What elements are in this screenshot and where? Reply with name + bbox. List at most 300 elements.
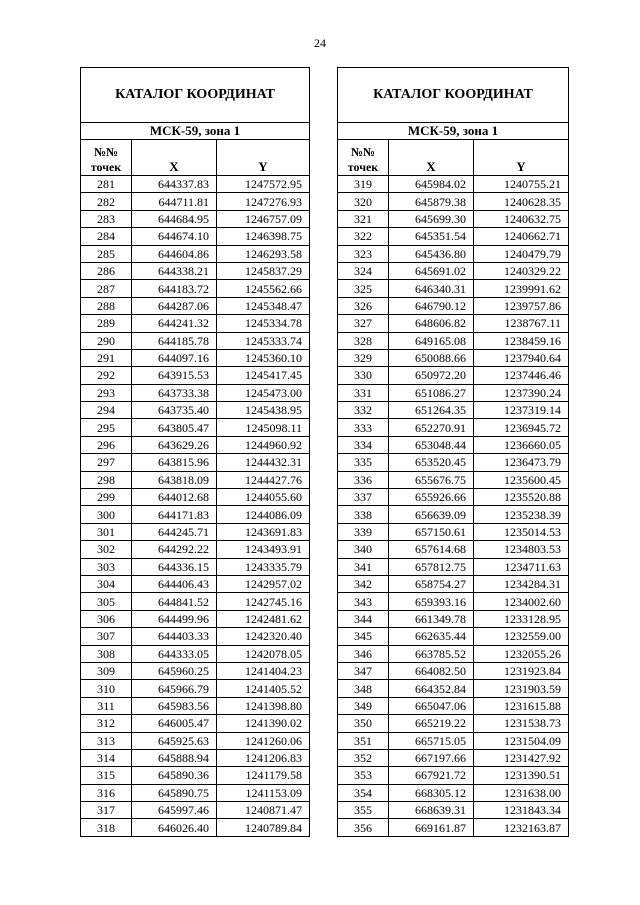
catalog-title: КАТАЛОГ КООРДИНАТ <box>81 68 310 123</box>
y-coordinate-cell: 1240479.79 <box>474 245 569 262</box>
x-coordinate-cell: 668305.12 <box>389 784 474 801</box>
point-number-cell: 344 <box>338 610 389 627</box>
point-number-cell: 299 <box>81 489 132 506</box>
point-number-cell: 348 <box>338 680 389 697</box>
x-coordinate-cell: 658754.27 <box>389 575 474 592</box>
point-number-cell: 332 <box>338 402 389 419</box>
table-row <box>338 262 569 279</box>
table-row <box>338 402 569 419</box>
y-coordinate-cell: 1245837.29 <box>217 262 310 279</box>
x-coordinate-cell: 644711.81 <box>132 193 217 210</box>
x-coordinate-cell: 643805.47 <box>132 419 217 436</box>
y-coordinate-cell: 1231390.51 <box>474 767 569 784</box>
coordinate-catalog-table-right <box>337 67 569 837</box>
y-coordinate-cell: 1241390.02 <box>217 715 310 732</box>
point-number-cell: 305 <box>81 593 132 610</box>
point-number-cell: 312 <box>81 715 132 732</box>
point-number-cell: 281 <box>81 176 132 193</box>
point-number-cell: 349 <box>338 697 389 714</box>
y-coordinate-cell: 1231903.59 <box>474 680 569 697</box>
table-row <box>338 680 569 697</box>
table-row <box>81 402 310 419</box>
x-coordinate-cell: 651264.35 <box>389 402 474 419</box>
x-column-header: X <box>132 140 217 176</box>
page-number: 24 <box>314 36 326 50</box>
y-coordinate-cell: 1241179.58 <box>217 767 310 784</box>
y-coordinate-cell: 1244055.60 <box>217 489 310 506</box>
x-coordinate-cell: 645997.46 <box>132 802 217 819</box>
coordinate-rows <box>338 176 569 837</box>
y-coordinate-cell: 1245360.10 <box>217 349 310 366</box>
point-number-cell: 297 <box>81 454 132 471</box>
point-number-cell: 352 <box>338 749 389 766</box>
x-coordinate-cell: 643815.96 <box>132 454 217 471</box>
point-number-header <box>338 140 389 176</box>
x-coordinate-cell: 645984.02 <box>389 176 474 193</box>
table-row <box>81 471 310 488</box>
x-coordinate-cell: 664082.50 <box>389 662 474 679</box>
x-coordinate-cell: 643733.38 <box>132 384 217 401</box>
point-number-cell: 336 <box>338 471 389 488</box>
x-coordinate-cell: 655676.75 <box>389 471 474 488</box>
y-coordinate-cell: 1240755.21 <box>474 176 569 193</box>
x-coordinate-cell: 645436.80 <box>389 245 474 262</box>
y-coordinate-cell: 1238767.11 <box>474 315 569 332</box>
point-number-cell: 322 <box>338 228 389 245</box>
y-coordinate-cell: 1232559.00 <box>474 628 569 645</box>
x-coordinate-cell: 653048.44 <box>389 436 474 453</box>
y-coordinate-cell: 1234002.60 <box>474 593 569 610</box>
table-row <box>81 732 310 749</box>
point-number-cell: 303 <box>81 558 132 575</box>
table-row <box>81 506 310 523</box>
point-number-cell: 283 <box>81 210 132 227</box>
table-row <box>81 819 310 836</box>
x-coordinate-cell: 643818.09 <box>132 471 217 488</box>
x-coordinate-cell: 651086.27 <box>389 384 474 401</box>
table-row <box>338 210 569 227</box>
y-coordinate-cell: 1240632.75 <box>474 210 569 227</box>
x-coordinate-cell: 655926.66 <box>389 489 474 506</box>
x-coordinate-cell: 644241.32 <box>132 315 217 332</box>
y-coordinate-cell: 1241206.83 <box>217 749 310 766</box>
y-coordinate-cell: 1234803.53 <box>474 541 569 558</box>
table-row <box>338 541 569 558</box>
y-coordinate-cell: 1235600.45 <box>474 471 569 488</box>
point-number-cell: 320 <box>338 193 389 210</box>
y-coordinate-cell: 1245334.78 <box>217 315 310 332</box>
point-number-cell: 317 <box>81 802 132 819</box>
point-number-header <box>81 140 132 176</box>
point-number-cell: 353 <box>338 767 389 784</box>
x-coordinate-cell: 644287.06 <box>132 297 217 314</box>
table-row <box>81 697 310 714</box>
point-number-cell: 282 <box>81 193 132 210</box>
table-row <box>338 176 569 193</box>
point-number-header-line1: №№ <box>93 145 119 159</box>
table-row <box>338 367 569 384</box>
y-column-header: Y <box>217 140 310 176</box>
x-coordinate-cell: 644674.10 <box>132 228 217 245</box>
table-row <box>81 645 310 662</box>
x-coordinate-cell: 643629.26 <box>132 436 217 453</box>
x-coordinate-cell: 644499.96 <box>132 610 217 627</box>
table-row <box>338 297 569 314</box>
point-number-cell: 325 <box>338 280 389 297</box>
coordinate-rows <box>81 176 310 837</box>
x-coordinate-cell: 644097.16 <box>132 349 217 366</box>
y-coordinate-cell: 1242957.02 <box>217 575 310 592</box>
point-number-cell: 314 <box>81 749 132 766</box>
catalog-title: КАТАЛОГ КООРДИНАТ <box>338 68 569 123</box>
table-row <box>81 245 310 262</box>
table-row <box>338 662 569 679</box>
table-row <box>338 489 569 506</box>
y-coordinate-cell: 1240329.22 <box>474 262 569 279</box>
x-column-header: X <box>389 140 474 176</box>
y-coordinate-cell: 1234711.63 <box>474 558 569 575</box>
point-number-cell: 354 <box>338 784 389 801</box>
table-row <box>81 610 310 627</box>
table-row <box>338 784 569 801</box>
x-coordinate-cell: 645879.38 <box>389 193 474 210</box>
point-number-cell: 294 <box>81 402 132 419</box>
y-coordinate-cell: 1233128.95 <box>474 610 569 627</box>
point-number-header-line2: точек <box>347 160 379 174</box>
y-coordinate-cell: 1240871.47 <box>217 802 310 819</box>
y-coordinate-cell: 1237390.24 <box>474 384 569 401</box>
table-row <box>338 245 569 262</box>
x-coordinate-cell: 667197.66 <box>389 749 474 766</box>
y-coordinate-cell: 1236945.72 <box>474 419 569 436</box>
x-coordinate-cell: 646005.47 <box>132 715 217 732</box>
point-number-cell: 292 <box>81 367 132 384</box>
y-coordinate-cell: 1234284.31 <box>474 575 569 592</box>
x-coordinate-cell: 645351.54 <box>389 228 474 245</box>
table-row <box>338 506 569 523</box>
point-number-header-line1: №№ <box>350 145 376 159</box>
x-coordinate-cell: 653520.45 <box>389 454 474 471</box>
point-number-cell: 330 <box>338 367 389 384</box>
table-row <box>338 802 569 819</box>
table-row <box>81 593 310 610</box>
x-coordinate-cell: 643735.40 <box>132 402 217 419</box>
point-number-cell: 351 <box>338 732 389 749</box>
coordinate-catalog-table-left <box>80 67 310 837</box>
y-coordinate-cell: 1240789.84 <box>217 819 310 836</box>
x-coordinate-cell: 646790.12 <box>389 297 474 314</box>
point-number-cell: 350 <box>338 715 389 732</box>
x-coordinate-cell: 663785.52 <box>389 645 474 662</box>
x-coordinate-cell: 644403.33 <box>132 628 217 645</box>
point-number-cell: 310 <box>81 680 132 697</box>
point-number-cell: 324 <box>338 262 389 279</box>
table-row <box>81 767 310 784</box>
table-row <box>81 802 310 819</box>
table-row <box>338 193 569 210</box>
y-coordinate-cell: 1237940.64 <box>474 349 569 366</box>
table-row <box>81 715 310 732</box>
y-coordinate-cell: 1247276.93 <box>217 193 310 210</box>
table-row <box>81 454 310 471</box>
point-number-cell: 326 <box>338 297 389 314</box>
point-number-cell: 345 <box>338 628 389 645</box>
x-coordinate-cell: 644245.71 <box>132 523 217 540</box>
table-row <box>81 349 310 366</box>
point-number-cell: 288 <box>81 297 132 314</box>
table-row <box>81 193 310 210</box>
table-row <box>81 315 310 332</box>
x-coordinate-cell: 645699.30 <box>389 210 474 227</box>
point-number-cell: 318 <box>81 819 132 836</box>
table-row <box>338 384 569 401</box>
point-number-cell: 341 <box>338 558 389 575</box>
table-row <box>81 332 310 349</box>
x-coordinate-cell: 645890.36 <box>132 767 217 784</box>
table-row <box>81 575 310 592</box>
y-coordinate-cell: 1235238.39 <box>474 506 569 523</box>
table-row <box>81 628 310 645</box>
table-row <box>81 436 310 453</box>
table-row <box>81 297 310 314</box>
table-row <box>81 280 310 297</box>
point-number-cell: 307 <box>81 628 132 645</box>
y-coordinate-cell: 1232055.26 <box>474 645 569 662</box>
x-coordinate-cell: 644604.86 <box>132 245 217 262</box>
y-coordinate-cell: 1245438.95 <box>217 402 310 419</box>
y-coordinate-cell: 1245473.00 <box>217 384 310 401</box>
point-number-cell: 285 <box>81 245 132 262</box>
x-coordinate-cell: 646026.40 <box>132 819 217 836</box>
table-row <box>81 749 310 766</box>
table-row <box>81 419 310 436</box>
point-number-cell: 343 <box>338 593 389 610</box>
y-coordinate-cell: 1231538.73 <box>474 715 569 732</box>
y-coordinate-cell: 1231923.84 <box>474 662 569 679</box>
point-number-cell: 331 <box>338 384 389 401</box>
table-row <box>338 228 569 245</box>
point-number-cell: 298 <box>81 471 132 488</box>
y-coordinate-cell: 1235520.88 <box>474 489 569 506</box>
point-number-cell: 327 <box>338 315 389 332</box>
table-row <box>81 228 310 245</box>
table-row <box>338 819 569 836</box>
y-coordinate-cell: 1242320.40 <box>217 628 310 645</box>
y-coordinate-cell: 1245333.74 <box>217 332 310 349</box>
point-number-cell: 346 <box>338 645 389 662</box>
x-coordinate-cell: 650088.66 <box>389 349 474 366</box>
table-row <box>338 610 569 627</box>
y-column-header: Y <box>474 140 569 176</box>
coordinate-system-label: МСК-59, зона 1 <box>338 123 569 140</box>
x-coordinate-cell: 645691.02 <box>389 262 474 279</box>
point-number-cell: 337 <box>338 489 389 506</box>
table-row <box>338 280 569 297</box>
x-coordinate-cell: 644185.78 <box>132 332 217 349</box>
y-coordinate-cell: 1237319.14 <box>474 402 569 419</box>
point-number-cell: 333 <box>338 419 389 436</box>
point-number-cell: 306 <box>81 610 132 627</box>
point-number-cell: 347 <box>338 662 389 679</box>
x-coordinate-cell: 665219.22 <box>389 715 474 732</box>
y-coordinate-cell: 1242745.16 <box>217 593 310 610</box>
point-number-cell: 309 <box>81 662 132 679</box>
table-row <box>81 662 310 679</box>
point-number-cell: 313 <box>81 732 132 749</box>
x-coordinate-cell: 645966.79 <box>132 680 217 697</box>
point-number-cell: 335 <box>338 454 389 471</box>
table-row <box>338 558 569 575</box>
point-number-cell: 284 <box>81 228 132 245</box>
y-coordinate-cell: 1241405.52 <box>217 680 310 697</box>
y-coordinate-cell: 1236473.79 <box>474 454 569 471</box>
y-coordinate-cell: 1241398.80 <box>217 697 310 714</box>
point-number-cell: 315 <box>81 767 132 784</box>
y-coordinate-cell: 1242078.05 <box>217 645 310 662</box>
y-coordinate-cell: 1232163.87 <box>474 819 569 836</box>
table-row <box>81 384 310 401</box>
x-coordinate-cell: 644684.95 <box>132 210 217 227</box>
point-number-cell: 300 <box>81 506 132 523</box>
table-row <box>338 575 569 592</box>
point-number-cell: 293 <box>81 384 132 401</box>
point-number-cell: 316 <box>81 784 132 801</box>
table-row <box>338 732 569 749</box>
point-number-cell: 304 <box>81 575 132 592</box>
y-coordinate-cell: 1231843.34 <box>474 802 569 819</box>
y-coordinate-cell: 1231615.88 <box>474 697 569 714</box>
y-coordinate-cell: 1245562.66 <box>217 280 310 297</box>
y-coordinate-cell: 1241404.23 <box>217 662 310 679</box>
table-row <box>338 749 569 766</box>
table-row <box>81 523 310 540</box>
point-number-cell: 287 <box>81 280 132 297</box>
coordinate-system-label: МСК-59, зона 1 <box>81 123 310 140</box>
x-coordinate-cell: 652270.91 <box>389 419 474 436</box>
point-number-cell: 355 <box>338 802 389 819</box>
x-coordinate-cell: 646340.31 <box>389 280 474 297</box>
point-number-cell: 311 <box>81 697 132 714</box>
point-number-cell: 302 <box>81 541 132 558</box>
x-coordinate-cell: 659393.16 <box>389 593 474 610</box>
x-coordinate-cell: 644336.15 <box>132 558 217 575</box>
x-coordinate-cell: 645925.63 <box>132 732 217 749</box>
x-coordinate-cell: 661349.78 <box>389 610 474 627</box>
point-number-cell: 290 <box>81 332 132 349</box>
x-coordinate-cell: 665047.06 <box>389 697 474 714</box>
table-row <box>81 680 310 697</box>
x-coordinate-cell: 664352.84 <box>389 680 474 697</box>
table-row <box>81 210 310 227</box>
y-coordinate-cell: 1246757.09 <box>217 210 310 227</box>
table-row <box>81 784 310 801</box>
point-number-cell: 319 <box>338 176 389 193</box>
y-coordinate-cell: 1245417.45 <box>217 367 310 384</box>
y-coordinate-cell: 1244960.92 <box>217 436 310 453</box>
point-number-cell: 342 <box>338 575 389 592</box>
y-coordinate-cell: 1231504.09 <box>474 732 569 749</box>
x-coordinate-cell: 643915.53 <box>132 367 217 384</box>
table-row <box>338 471 569 488</box>
point-number-cell: 334 <box>338 436 389 453</box>
y-coordinate-cell: 1241260.06 <box>217 732 310 749</box>
x-coordinate-cell: 667921.72 <box>389 767 474 784</box>
point-number-cell: 286 <box>81 262 132 279</box>
x-coordinate-cell: 649165.08 <box>389 332 474 349</box>
point-number-cell: 295 <box>81 419 132 436</box>
y-coordinate-cell: 1243493.91 <box>217 541 310 558</box>
point-number-cell: 329 <box>338 349 389 366</box>
y-coordinate-cell: 1235014.53 <box>474 523 569 540</box>
point-number-cell: 321 <box>338 210 389 227</box>
point-number-cell: 291 <box>81 349 132 366</box>
point-number-cell: 289 <box>81 315 132 332</box>
table-row <box>338 767 569 784</box>
y-coordinate-cell: 1245098.11 <box>217 419 310 436</box>
x-coordinate-cell: 656639.09 <box>389 506 474 523</box>
x-coordinate-cell: 644337.83 <box>132 176 217 193</box>
x-coordinate-cell: 644183.72 <box>132 280 217 297</box>
table-row <box>81 541 310 558</box>
x-coordinate-cell: 665715.05 <box>389 732 474 749</box>
table-row <box>338 332 569 349</box>
point-number-cell: 296 <box>81 436 132 453</box>
y-coordinate-cell: 1246398.75 <box>217 228 310 245</box>
y-coordinate-cell: 1247572.95 <box>217 176 310 193</box>
x-coordinate-cell: 644333.05 <box>132 645 217 662</box>
point-number-cell: 328 <box>338 332 389 349</box>
table-row <box>81 176 310 193</box>
table-row <box>338 628 569 645</box>
point-number-cell: 323 <box>338 245 389 262</box>
point-number-header-line2: точек <box>90 160 122 174</box>
y-coordinate-cell: 1243335.79 <box>217 558 310 575</box>
y-coordinate-cell: 1243691.83 <box>217 523 310 540</box>
x-coordinate-cell: 645983.56 <box>132 697 217 714</box>
x-coordinate-cell: 662635.44 <box>389 628 474 645</box>
y-coordinate-cell: 1245348.47 <box>217 297 310 314</box>
point-number-cell: 338 <box>338 506 389 523</box>
table-row <box>338 593 569 610</box>
x-coordinate-cell: 644841.52 <box>132 593 217 610</box>
y-coordinate-cell: 1244427.76 <box>217 471 310 488</box>
point-number-cell: 356 <box>338 819 389 836</box>
table-row <box>81 558 310 575</box>
point-number-cell: 308 <box>81 645 132 662</box>
y-coordinate-cell: 1244432.31 <box>217 454 310 471</box>
x-coordinate-cell: 657150.61 <box>389 523 474 540</box>
table-row <box>338 715 569 732</box>
table-row <box>338 645 569 662</box>
x-coordinate-cell: 644292.22 <box>132 541 217 558</box>
x-coordinate-cell: 648606.82 <box>389 315 474 332</box>
y-coordinate-cell: 1239991.62 <box>474 280 569 297</box>
table-row <box>338 697 569 714</box>
x-coordinate-cell: 644171.83 <box>132 506 217 523</box>
y-coordinate-cell: 1238459.16 <box>474 332 569 349</box>
x-coordinate-cell: 668639.31 <box>389 802 474 819</box>
x-coordinate-cell: 644406.43 <box>132 575 217 592</box>
x-coordinate-cell: 644338.21 <box>132 262 217 279</box>
table-row <box>81 262 310 279</box>
x-coordinate-cell: 645960.25 <box>132 662 217 679</box>
y-coordinate-cell: 1241153.09 <box>217 784 310 801</box>
point-number-cell: 339 <box>338 523 389 540</box>
y-coordinate-cell: 1246293.58 <box>217 245 310 262</box>
table-row <box>338 436 569 453</box>
x-coordinate-cell: 645890.75 <box>132 784 217 801</box>
point-number-cell: 340 <box>338 541 389 558</box>
